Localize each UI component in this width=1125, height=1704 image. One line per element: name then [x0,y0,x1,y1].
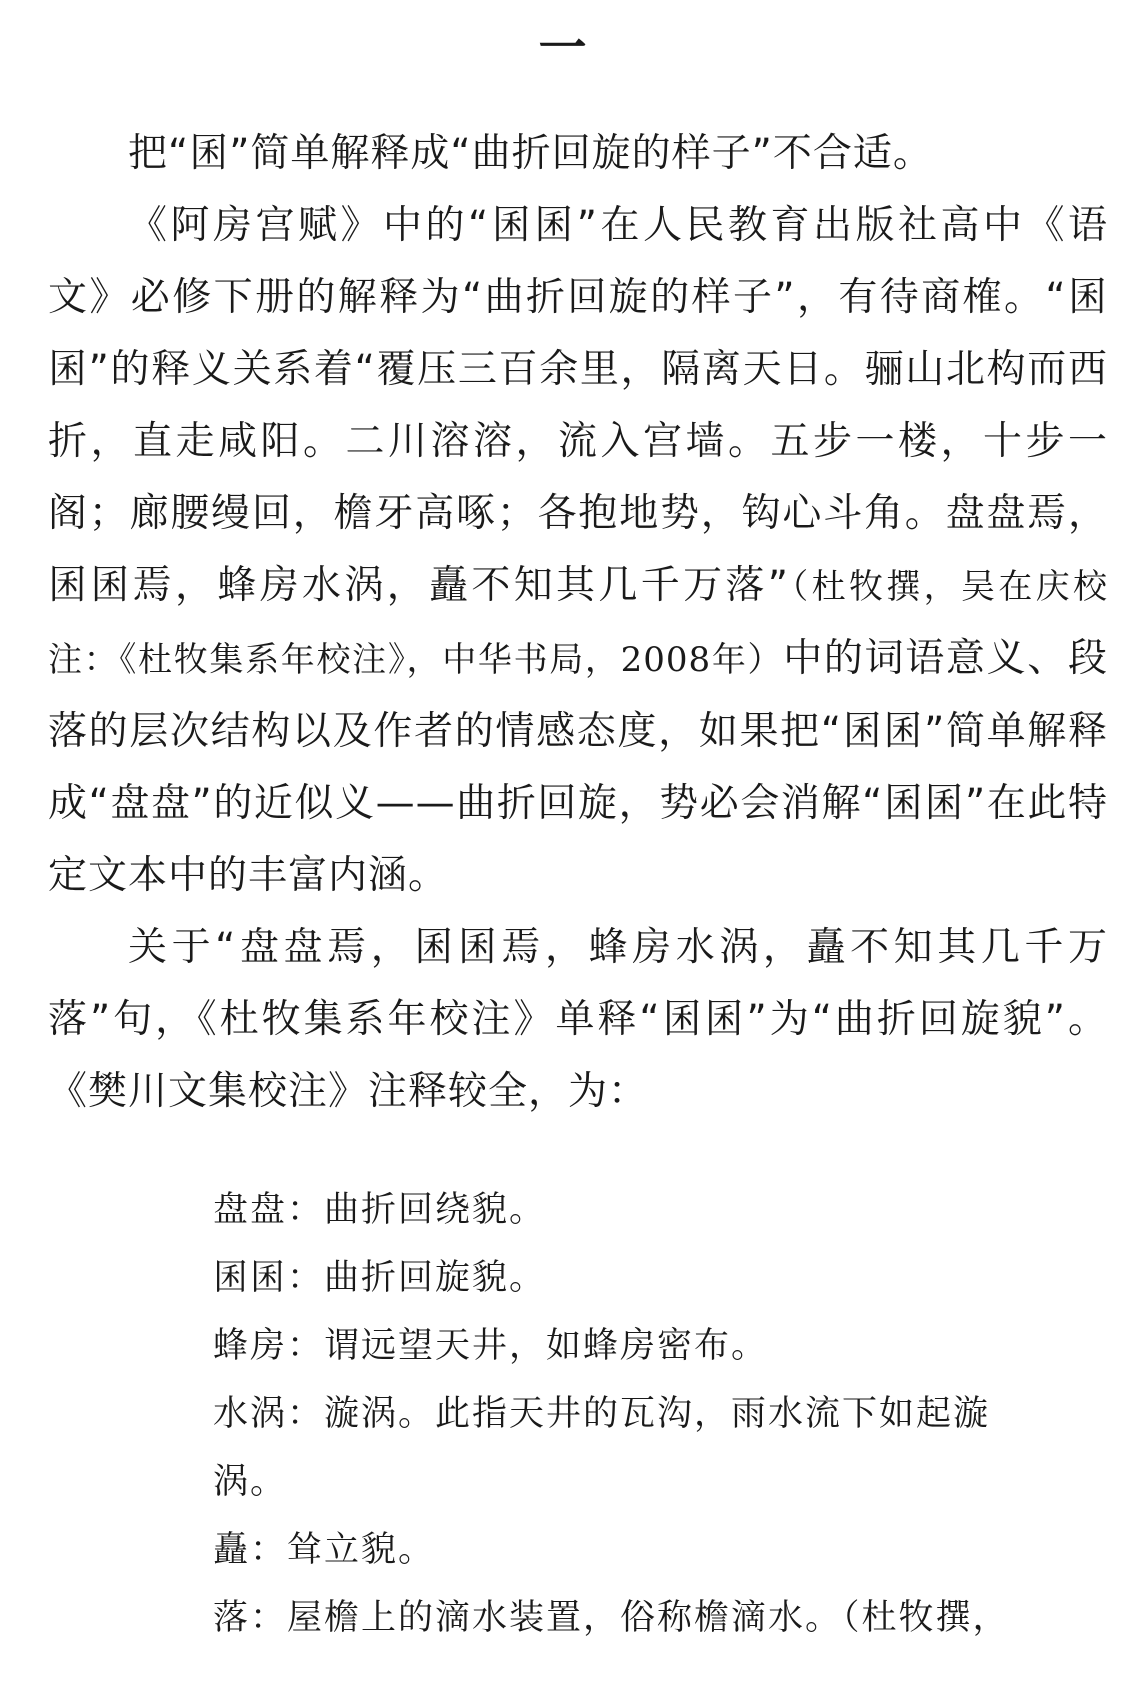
paragraph-1 [48,118,1108,190]
glossary-entry [213,1584,1113,1652]
glossary-definition: 曲折回旋貌。 [324,1258,547,1298]
glossary-definition: 曲折回绕貌。 [324,1190,547,1230]
glossary-entry [213,1312,1113,1380]
glossary-separator: ： [287,1394,325,1434]
glossary-term: 囷囷 [213,1258,288,1298]
glossary-definition: 耸立貌。 [287,1530,436,1570]
paragraph-2-text-cont: 中的词语意义、段落的层次结构以及作者的情感态度，如果把“囷囷”简单解释成“盘盘”的近似义——曲折回旋，势必会消解“囷囷”在此特定文本中的丰富内涵。 [48,636,1108,898]
paragraph-3-text: 关于“盘盘焉，囷囷焉，蜂房水涡，矗不知其几千万落”句，《杜牧集系年校注》单释“囷囷”为“曲折回旋貌”。《樊川文集校注》注释较全，为： [48,925,1108,1114]
glossary-separator: ： [250,1530,288,1570]
glossary-separator: ： [250,1598,288,1638]
glossary-term: 矗 [213,1530,251,1570]
paragraph-3 [48,912,1108,1128]
glossary-term: 盘盘 [213,1190,288,1230]
paragraph-1-text: 把“囷”简单解释成“曲折回旋的样子”不合适。 [128,131,933,176]
section-number: 一 [538,20,587,76]
glossary-definition: 漩涡。此指天井的瓦沟，雨水流下如起漩涡。 [213,1394,991,1502]
glossary-entry [213,1516,1113,1584]
glossary-definition: 屋檐上的滴水装置，俗称檐滴水。（杜牧撰， [287,1598,1010,1638]
body-text [48,118,1108,1128]
glossary-separator: ： [287,1258,325,1298]
glossary-entry [213,1244,1113,1312]
glossary-term: 落 [213,1598,251,1638]
paragraph-2 [48,190,1108,912]
paragraph-2-text: 《阿房宫赋》中的“囷囷”在人民教育出版社高中《语文》必修下册的解释为“曲折回旋的样子”，有待商榷。“囷囷”的释义关系着“覆压三百余里，隔离天日。骊山北构而西折，直走咸阳。二川溶溶，流入宫墙。五步一楼，十步一阁；廊腰缦回，檐牙高啄；各抱地势，钩心斗角。盘盘焉，囷囷焉，蜂房水涡，矗不知其几千万落” [48,203,1108,608]
glossary-entry [213,1380,1033,1516]
glossary-separator: ： [287,1326,325,1366]
glossary-term: 水涡 [213,1394,288,1434]
glossary-list [213,1176,1113,1652]
glossary-entry [213,1176,1113,1244]
glossary-term: 蜂房 [213,1326,288,1366]
glossary-separator: ： [287,1190,325,1230]
citation: （杜牧撰，吴在庆校注：《杜牧集系年校注》，中华书局，2008年） [48,567,1108,680]
glossary-definition: 谓远望天井，如蜂房密布。 [324,1326,769,1366]
